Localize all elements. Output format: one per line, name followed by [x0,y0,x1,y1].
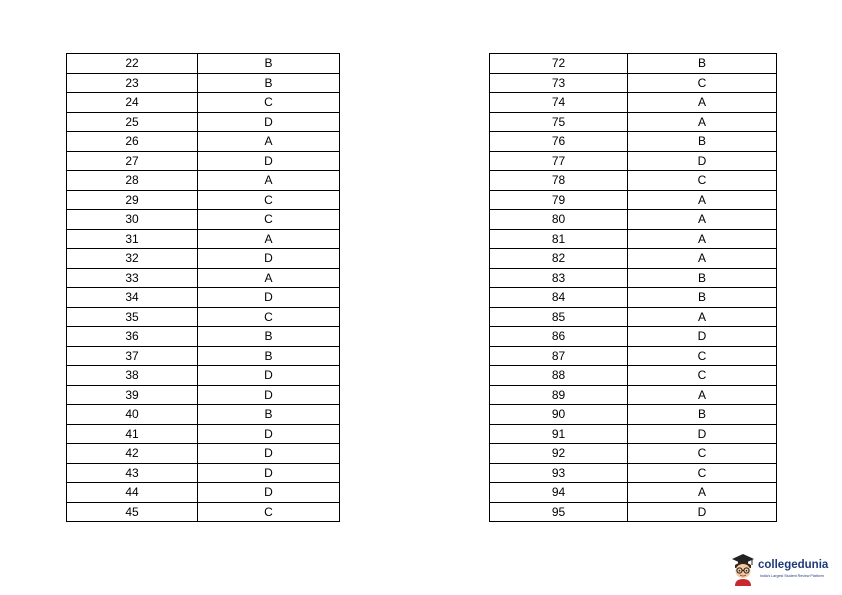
answer-cell: D [198,444,340,464]
table-row [490,366,777,386]
table-row [490,132,777,152]
answer-cell: D [628,327,777,347]
table-row [490,502,777,522]
question-number-cell: 35 [67,307,198,327]
question-number-cell: 76 [490,132,628,152]
answer-cell: C [628,171,777,191]
answer-cell: B [198,73,340,93]
table-row [67,73,340,93]
answer-cell: A [628,483,777,503]
answer-cell: D [198,249,340,269]
answer-cell: D [198,424,340,444]
question-number-cell: 87 [490,346,628,366]
answer-cell: C [628,463,777,483]
question-number-cell: 22 [67,54,198,74]
answer-cell: A [198,171,340,191]
table-row [67,268,340,288]
answer-cell: C [628,346,777,366]
question-number-cell: 78 [490,171,628,191]
answer-cell: B [198,327,340,347]
table-row [490,73,777,93]
table-row [67,424,340,444]
table-row [67,171,340,191]
question-number-cell: 28 [67,171,198,191]
answer-cell: A [198,229,340,249]
answer-cell: A [198,268,340,288]
table-row [67,502,340,522]
table-row [490,93,777,113]
table-row [490,210,777,230]
question-number-cell: 25 [67,112,198,132]
question-number-cell: 85 [490,307,628,327]
table-row [490,483,777,503]
answer-cell: D [198,463,340,483]
student-mascot-icon [730,552,756,586]
table-row [67,405,340,425]
table-row [490,249,777,269]
answer-cell: A [628,385,777,405]
table-row [67,307,340,327]
question-number-cell: 26 [67,132,198,152]
answer-key-table-right [489,53,777,522]
table-row [490,463,777,483]
table-row [490,151,777,171]
table-row [67,288,340,308]
question-number-cell: 36 [67,327,198,347]
answer-cell: A [628,229,777,249]
answer-cell: D [198,366,340,386]
question-number-cell: 32 [67,249,198,269]
question-number-cell: 41 [67,424,198,444]
question-number-cell: 92 [490,444,628,464]
answer-cell: B [198,405,340,425]
table-row [67,190,340,210]
answer-cell: A [628,249,777,269]
table-row [67,483,340,503]
question-number-cell: 81 [490,229,628,249]
table-row [490,405,777,425]
table-row [67,346,340,366]
question-number-cell: 89 [490,385,628,405]
answer-cell: A [628,210,777,230]
answer-key-rows [67,54,340,522]
answer-cell: A [628,93,777,113]
table-row [490,444,777,464]
question-number-cell: 91 [490,424,628,444]
question-number-cell: 72 [490,54,628,74]
table-row [67,54,340,74]
answer-cell: C [198,190,340,210]
table-row [490,346,777,366]
logo-wordmark: collegedunia [758,559,829,571]
answer-cell: B [628,54,777,74]
answer-cell: B [198,54,340,74]
question-number-cell: 45 [67,502,198,522]
answer-cell: D [198,151,340,171]
table-row [67,366,340,386]
question-number-cell: 94 [490,483,628,503]
answer-key-table-left [66,53,340,522]
answer-cell: A [628,190,777,210]
table-row [490,424,777,444]
question-number-cell: 95 [490,502,628,522]
answer-cell: C [628,444,777,464]
question-number-cell: 74 [490,93,628,113]
answer-cell: D [198,483,340,503]
table-row [490,112,777,132]
table-row [67,93,340,113]
collegedunia-logo [730,552,840,586]
question-number-cell: 34 [67,288,198,308]
table-row [67,385,340,405]
question-number-cell: 80 [490,210,628,230]
table-row [490,229,777,249]
table-row [490,171,777,191]
answer-cell: C [198,307,340,327]
answer-cell: A [198,132,340,152]
question-number-cell: 38 [67,366,198,386]
answer-cell: D [628,151,777,171]
table-row [490,307,777,327]
table-row [67,151,340,171]
answer-cell: A [628,307,777,327]
question-number-cell: 73 [490,73,628,93]
table-row [490,385,777,405]
question-number-cell: 84 [490,288,628,308]
answer-cell: D [198,112,340,132]
question-number-cell: 86 [490,327,628,347]
answer-cell: B [628,268,777,288]
answer-cell: C [198,210,340,230]
logo-tagline: India's Largest Student Review Platform [760,574,824,578]
question-number-cell: 79 [490,190,628,210]
question-number-cell: 44 [67,483,198,503]
table-row [67,132,340,152]
answer-cell: B [628,132,777,152]
question-number-cell: 24 [67,93,198,113]
answer-key-rows [490,54,777,522]
question-number-cell: 43 [67,463,198,483]
answer-cell: B [198,346,340,366]
table-row [67,229,340,249]
answer-cell: B [628,288,777,308]
question-number-cell: 27 [67,151,198,171]
question-number-cell: 42 [67,444,198,464]
question-number-cell: 37 [67,346,198,366]
answer-cell: A [628,112,777,132]
table-row [490,327,777,347]
table-row [67,249,340,269]
question-number-cell: 83 [490,268,628,288]
question-number-cell: 39 [67,385,198,405]
answer-cell: C [198,502,340,522]
question-number-cell: 33 [67,268,198,288]
table-row [490,190,777,210]
table-row [67,327,340,347]
table-row [67,112,340,132]
answer-cell: C [628,73,777,93]
question-number-cell: 29 [67,190,198,210]
table-row [490,288,777,308]
answer-cell: D [198,288,340,308]
question-number-cell: 90 [490,405,628,425]
answer-cell: B [628,405,777,425]
table-row [67,444,340,464]
question-number-cell: 77 [490,151,628,171]
question-number-cell: 40 [67,405,198,425]
question-number-cell: 31 [67,229,198,249]
answer-cell: D [628,424,777,444]
question-number-cell: 23 [67,73,198,93]
table-row [490,54,777,74]
table-row [67,463,340,483]
question-number-cell: 88 [490,366,628,386]
table-row [67,210,340,230]
question-number-cell: 93 [490,463,628,483]
question-number-cell: 30 [67,210,198,230]
answer-cell: D [198,385,340,405]
answer-cell: D [628,502,777,522]
answer-cell: C [628,366,777,386]
answer-cell: C [198,93,340,113]
table-row [490,268,777,288]
question-number-cell: 82 [490,249,628,269]
question-number-cell: 75 [490,112,628,132]
